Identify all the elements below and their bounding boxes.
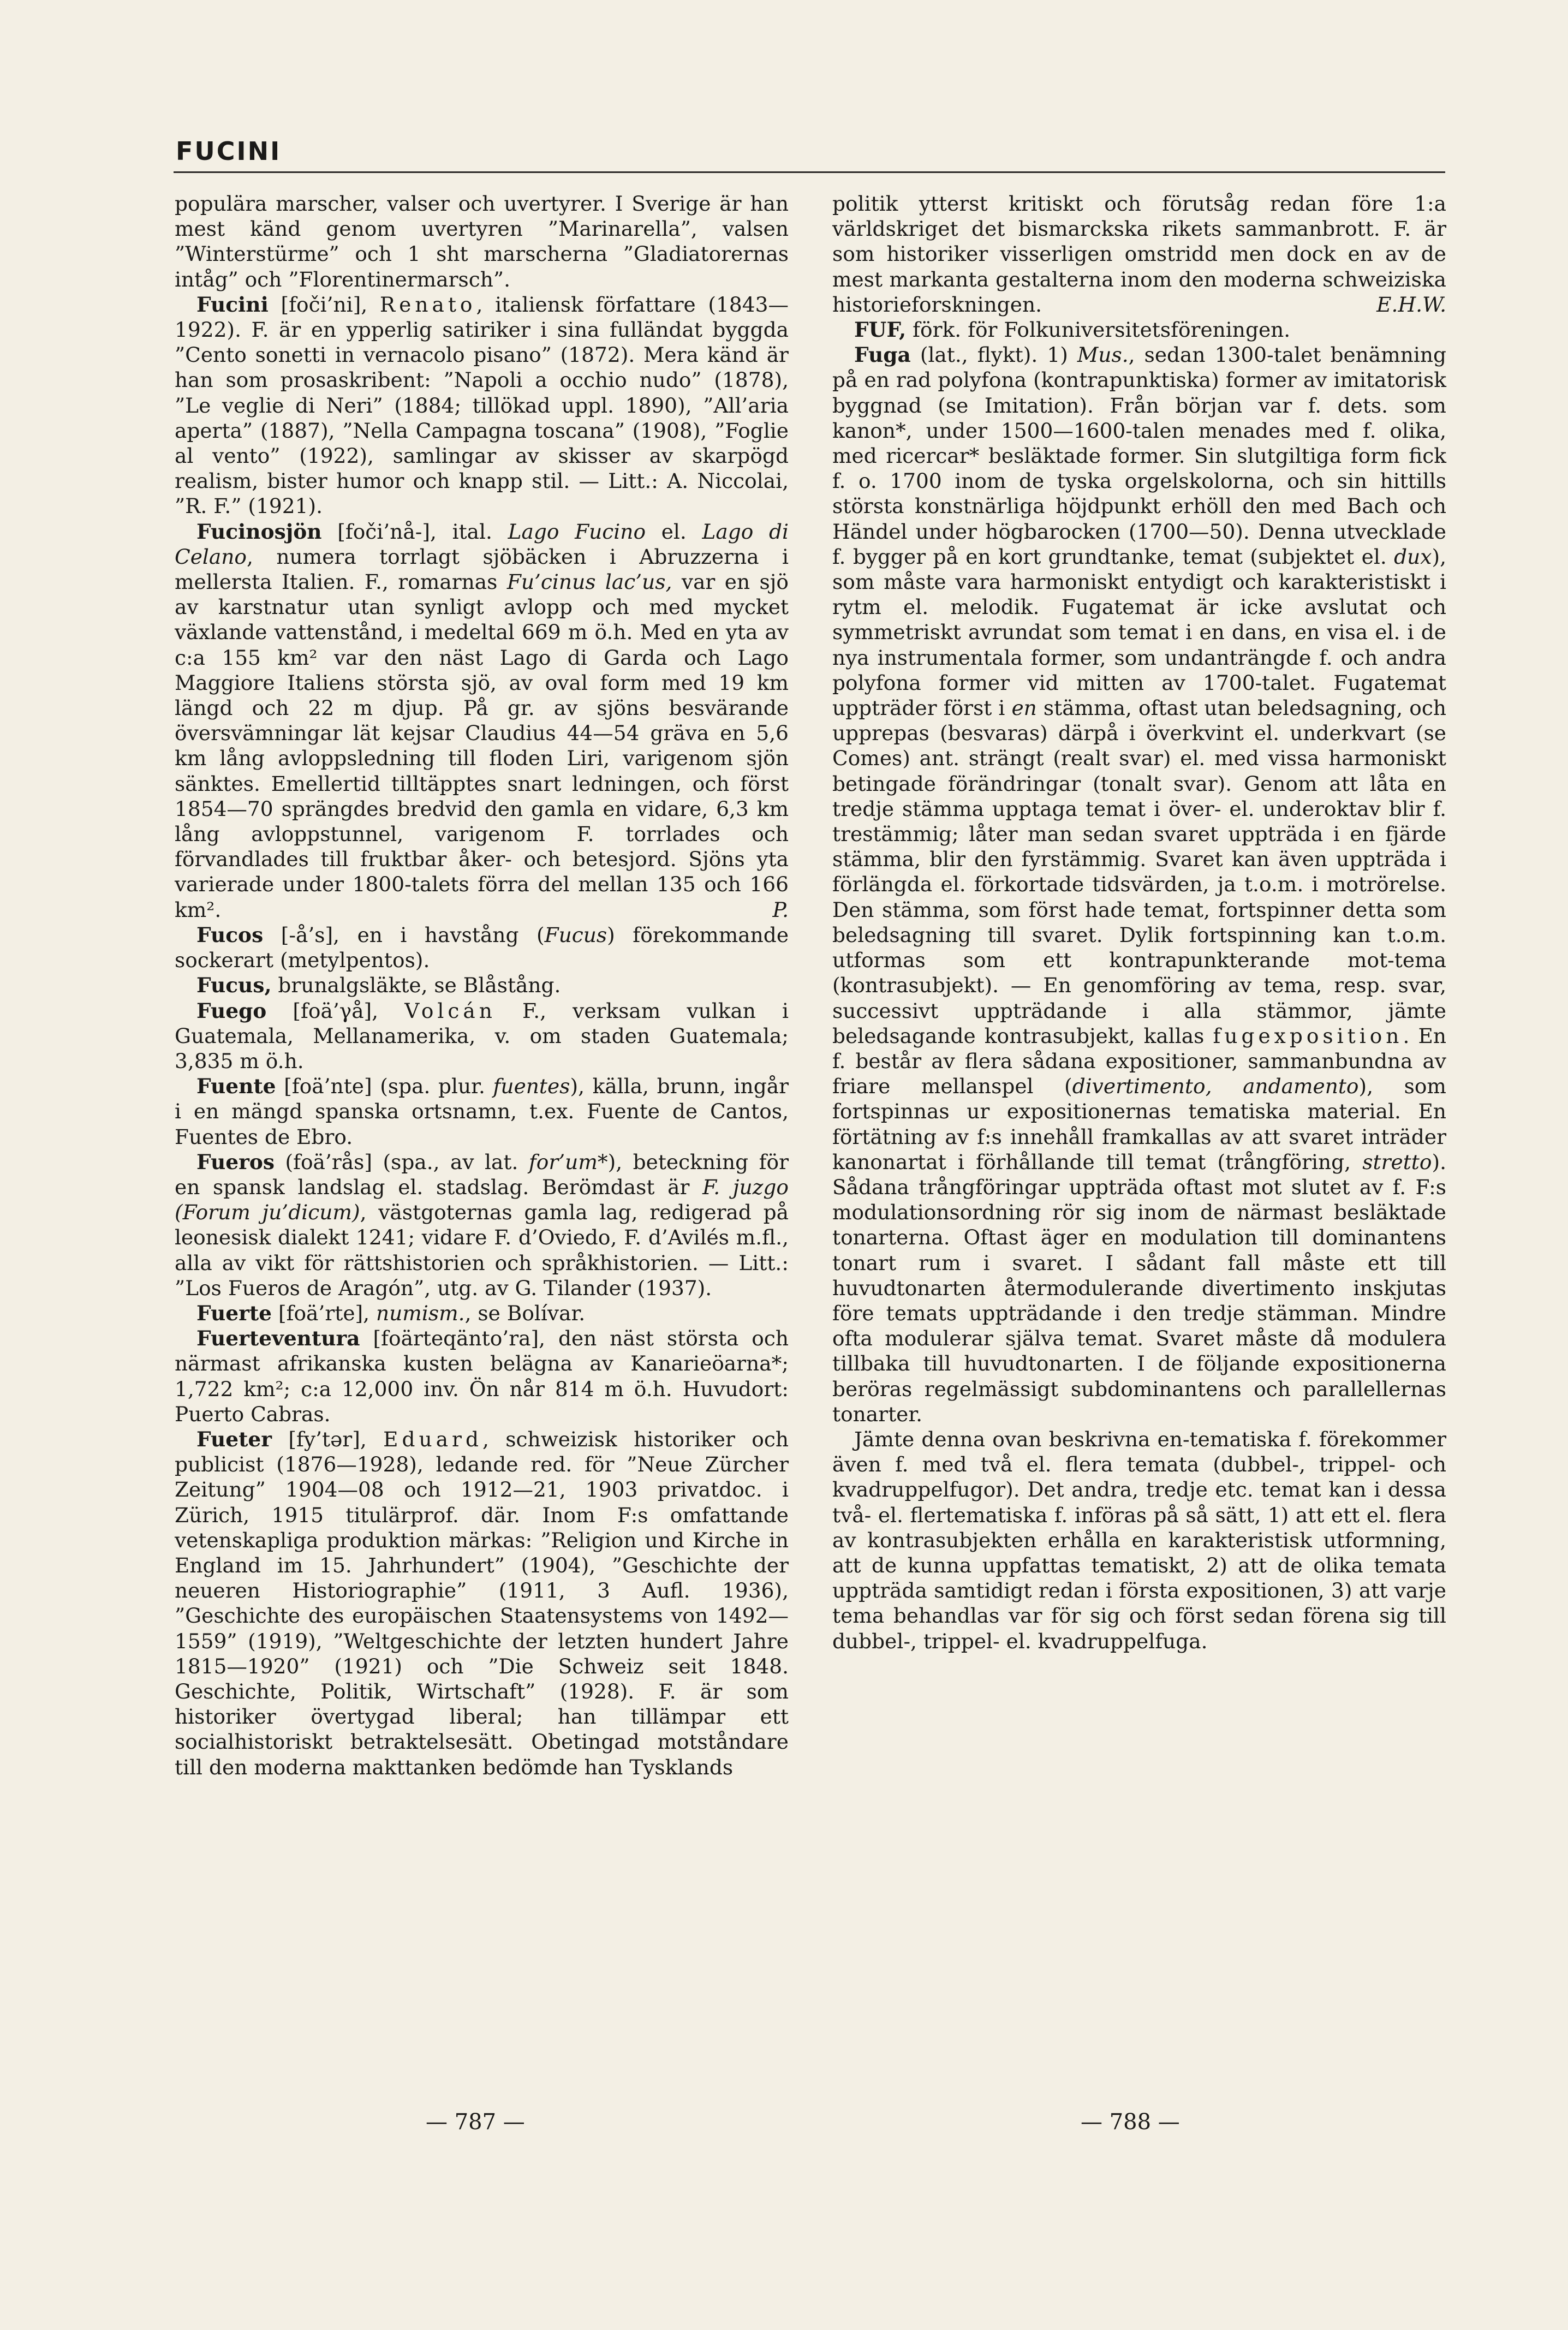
entry-fueter: Fueter [fy’tər], Eduard, schweizisk historiker och publicist (1876—1928), ledande red. för ”Neue Zürcher Zeitung” 1904—08 och 1912—21, 1903 privatdoc. i Zürich, 1915 titulärprof. där. Inom F:s omfattande vetenskapliga produktion märkas: ”Religion und Kirche in England im 15. Jahrhundert” (1904), ”Geschichte der neueren Historiographie” (1911, 3 Aufl. 1936), ”Geschichte des europäischen Staatensystems von 1492—1559” (1919), ”Weltgeschichte der letzten hundert Jahre 1815—1920” (1921) och ”Die Schweiz seit 1848. Geschichte, Politik, Wirtschaft” (1928). F. är som historiker övertygad liberal; han tillämpar ett socialhistoriskt betraktelsesätt. Obetingad motståndare till den moderna makttanken bedömde han Tysklands <box>175 1427 789 1779</box>
entry-fuerte: Fuerte [foä’rte], numism., se Bolívar. <box>196 1301 586 1325</box>
entry-fucinosjon: Fucinosjön [foči’nå-], ital. Lago Fucino el. Lago di Celano, numera torrlagt sjöbäcken i Abruzzerna i mellersta Italien. F., romarnas Fu’cinus lac’us, var en sjö av karstnatur utan synligt avlopp och med mycket växlande vattenstånd, i medeltal 669 m ö.h. Med en yta av c:a 155 km² var den näst Lago di Garda och Lago Maggiore Italiens största sjö, av oval form med 19 km längd och 22 m djup. På gr. av sjöns besvärande översvämningar lät kejsar Claudius 44—54 gräva en 5,6 km lång avloppsledning till floden Liri, varigenom sjön sänktes. Emellertid tilltäpptes snart ledningen, och först 1854—70 sprängdes bredvid den gamla en vidare, 6,3 km lång avloppstunnel, varigenom F. torrlades och förvandlades till fruktbar åker- och betesjord. Sjöns yta varierade under 1800-talets förra del mellan 135 och 166 km². P. <box>175 519 789 922</box>
entry-fueter-continuation: politik ytterst kritiskt och förutsåg redan före 1:a världskriget det bismarckska rikets sammanbrott. F. är som historiker visserligen omstridd men dock en av de mest markanta gestalterna inom den moderna schweiziska historieforskningen. E.H.W. <box>832 192 1446 317</box>
page-number-right: — 788 — <box>1081 2109 1180 2135</box>
left-column <box>175 191 789 1780</box>
entry-fucos: Fucos [-å’s], en i havstång (Fucus) förekommande sockerart (metylpentos). <box>175 922 789 973</box>
page-number-left: — 787 — <box>426 2109 525 2135</box>
entry-continuation: populära marscher, valser och uvertyrer. I Sverige är han mest känd genom uvertyren ”Marinarella”, valsen ”Winterstürme” och 1 sht marscherna ”Gladiatorernas intåg” och ”Florentinermarsch”. <box>175 192 789 291</box>
entry-fuga-continued: Jämte denna ovan beskrivna en-tematiska f. förekommer även f. med två el. flera temata (dubbel-, trippel- och kvadruppelfugor). Det andra, tredje etc. temat kan i dessa två- el. flertematiska f. införas på så sätt, 1) att ett el. flera av kontrasubjekten erhålla en karakteristisk utformning, att de kunna uppfattas tematiskt, 2) att de olika temata uppträda samtidigt redan i första expositionen, 3) att varje tema behandlas var för sig och först sedan förena sig till dubbel-, trippel- el. kvadruppelfuga. <box>832 1427 1446 1653</box>
entry-fuego: Fuego [foä’γå], Volcán F., verksam vulkan i Guatemala, Mellanamerika, v. om staden Guatemala; 3,835 m ö.h. <box>175 998 789 1073</box>
author-signature: P. <box>772 897 789 922</box>
entry-fuf: FUF, förk. för Folkuniversitetsföreningen. <box>854 318 1291 342</box>
entry-fuente: Fuente [foä’nte] (spa. plur. fuentes), källa, brunn, ingår i en mängd spanska ortsnamn, t.ex. Fuente de Cantos, Fuentes de Ebro. <box>175 1074 789 1149</box>
author-signature: E.H.W. <box>1376 292 1446 317</box>
running-head: FUCINI <box>176 136 282 166</box>
header-rule <box>174 171 1445 173</box>
entry-fucini: Fucini [foči’ni], Renato, italiensk författare (1843—1922). F. är en ypperlig satiriker i sina fulländat byggda ”Cento sonetti in vernacolo pisano” (1872). Mera känd är han som prosaskribent: ”Napoli a occhio nudo” (1878), ”Le veglie di Neri” (1884; tillökad uppl. 1890), ”All’aria aperta” (1887), ”Nella Campagna toscana” (1908), ”Foglie al vento” (1922), samlingar av skisser av skarpögd realism, bister humor och knapp stil. — Litt.: A. Niccolai, ”R. F.” (1921). <box>175 292 789 519</box>
right-column <box>832 191 1446 1654</box>
entry-fuga: Fuga (lat., flykt). 1) Mus., sedan 1300-talet benämning på en rad polyfona (kontrapunktiska) former av imitatorisk byggnad (se Imitation). Från början var f. dets. som kanon*, under 1500—1600-talen menades med f. olika, med ricercar* besläktade former. Sin slutgiltiga form fick f. o. 1700 inom de tyska orgelskolorna, och sin hittills största konstnärliga höjdpunkt erhöll den med Bach och Händel under högbarocken (1700—50). Denna utvecklade f. bygger på en kort grundtanke, temat (subjektet el. dux), som måste vara harmoniskt entydigt och karakteristiskt i rytm el. melodik. Fugatemat är icke avslutat och symmetriskt avrundat som temat i en dans, en visa el. i de nya instrumentala former, som undanträngde f. och andra polyfona former vid mitten av 1700-talet. Fugatemat uppträder först i en stämma, oftast utan beledsagning, och upprepas (besvaras) därpå i överkvint el. underkvart (se Comes) ant. strängt (realt svar) el. med vissa harmoniskt betingade förändringar (tonalt svar). Genom att låta en tredje stämma upptaga temat i över- el. underoktav blir f. trestämmig; låter man sedan svaret uppträda i en fjärde stämma, blir den fyrstämmig. Svaret kan även uppträda i förlängda el. förkortade tidsvärden, ja t.o.m. i motrörelse. Den stämma, som först hade temat, fortspinner detta som beledsagning till svaret. Dylik fortspinning kan t.o.m. utformas som ett kontrapunkterande mot-tema (kontrasubjekt). — En genomföring av tema, resp. svar, successivt uppträdande i alla stämmor, jämte beledsagande kontrasubjekt, kallas fugexposition. En f. består av flera sådana expositioner, sammanbundna av friare mellanspel (divertimento, andamento), som fortspinnas ur expositionernas tematiska material. En förtätning av f:s innehåll framkallas av att svaret inträder kanonartat i förhållande till temat (trångföring, stretto). Sådana trångföringar uppträda oftast mot slutet av f. F:s modulationsordning rör sig inom de närmast besläktade tonarterna. Oftast äger en modulation till dominantens tonart rum i svaret. I sådant fall måste ett till huvudtonarten återmodulerande divertimento inskjutas före temats uppträdande i den tredje stämman. Mindre ofta modulerar själva temat. Svaret måste då modulera tillbaka till huvudtonarten. I de följande expositionerna beröras regelmässigt subdominantens och parallellernas tonarter. <box>832 343 1447 1426</box>
entry-fueros: Fueros (foä’rås] (spa., av lat. for’um*), beteckning för en spansk landslag el. stadslag. Berömdast är F. juzgo (Forum ju’dicum), västgoternas gamla lag, redigerad på leonesisk dialekt 1241; vidare F. d’Oviedo, F. d’Avilés m.fl., alla av vikt för rättshistorien och språkhistorien. — Litt.: ”Los Fueros de Aragón”, utg. av G. Tilander (1937). <box>175 1149 789 1300</box>
entry-fucus: Fucus, brunalgsläkte, se Blåstång. <box>196 973 561 998</box>
entry-fuerteventura: Fuerteventura [foärteqänto’ra], den näst största och närmast afrikanska kusten belägna av Kanarieöarna*; 1,722 km²; c:a 12,000 inv. Ön når 814 m ö.h. Huvudort: Puerto Cabras. <box>175 1326 789 1426</box>
